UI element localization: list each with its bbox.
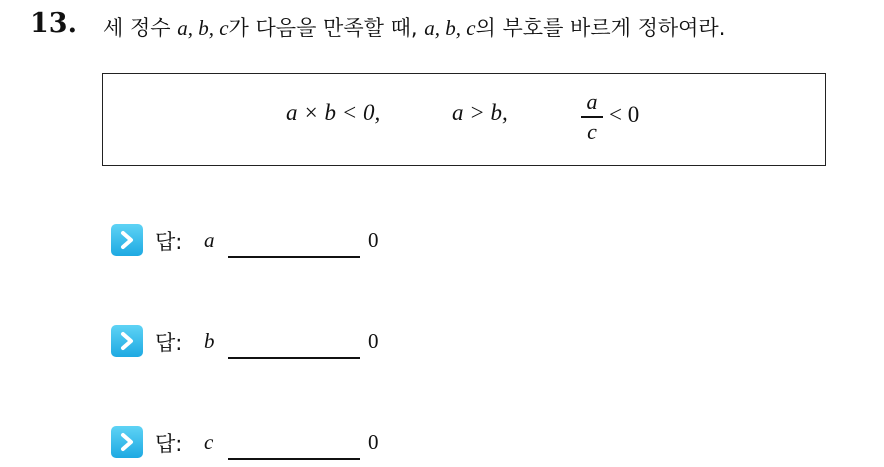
- answer-variable: c: [204, 430, 214, 454]
- condition-box: [102, 73, 826, 166]
- answer-row-b: [111, 325, 411, 361]
- answer-label: 답:: [155, 230, 183, 254]
- chevron-right-icon: [111, 426, 143, 458]
- answer-blank-c[interactable]: [228, 458, 360, 460]
- answer-zero: 0: [368, 228, 379, 252]
- answer-variable: a: [204, 228, 215, 252]
- answer-label: 답:: [155, 331, 183, 355]
- fraction-bar: [581, 116, 603, 118]
- answer-variable: b: [204, 329, 215, 353]
- answer-row-a: [111, 224, 411, 260]
- condition-fraction: [581, 90, 603, 144]
- condition-fraction-rhs: < 0: [609, 102, 640, 127]
- chevron-right-icon: [111, 224, 143, 256]
- condition-compare: a > b,: [452, 100, 508, 125]
- question-text: 세 정수 a, b, c가 다음을 만족할 때, a, b, c의 부호를 바르게 정하여라.: [103, 16, 726, 40]
- condition-product: a × b < 0,: [286, 100, 381, 125]
- fraction-numerator: a: [586, 89, 598, 114]
- answer-blank-b[interactable]: [228, 357, 360, 359]
- fraction-denominator: c: [587, 118, 597, 144]
- answer-label: 답:: [155, 432, 183, 456]
- question-number: 13.: [30, 8, 77, 39]
- answer-blank-a[interactable]: [228, 256, 360, 258]
- answer-zero: 0: [368, 430, 379, 454]
- chevron-right-icon: [111, 325, 143, 357]
- answer-zero: 0: [368, 329, 379, 353]
- answer-row-c: [111, 426, 411, 462]
